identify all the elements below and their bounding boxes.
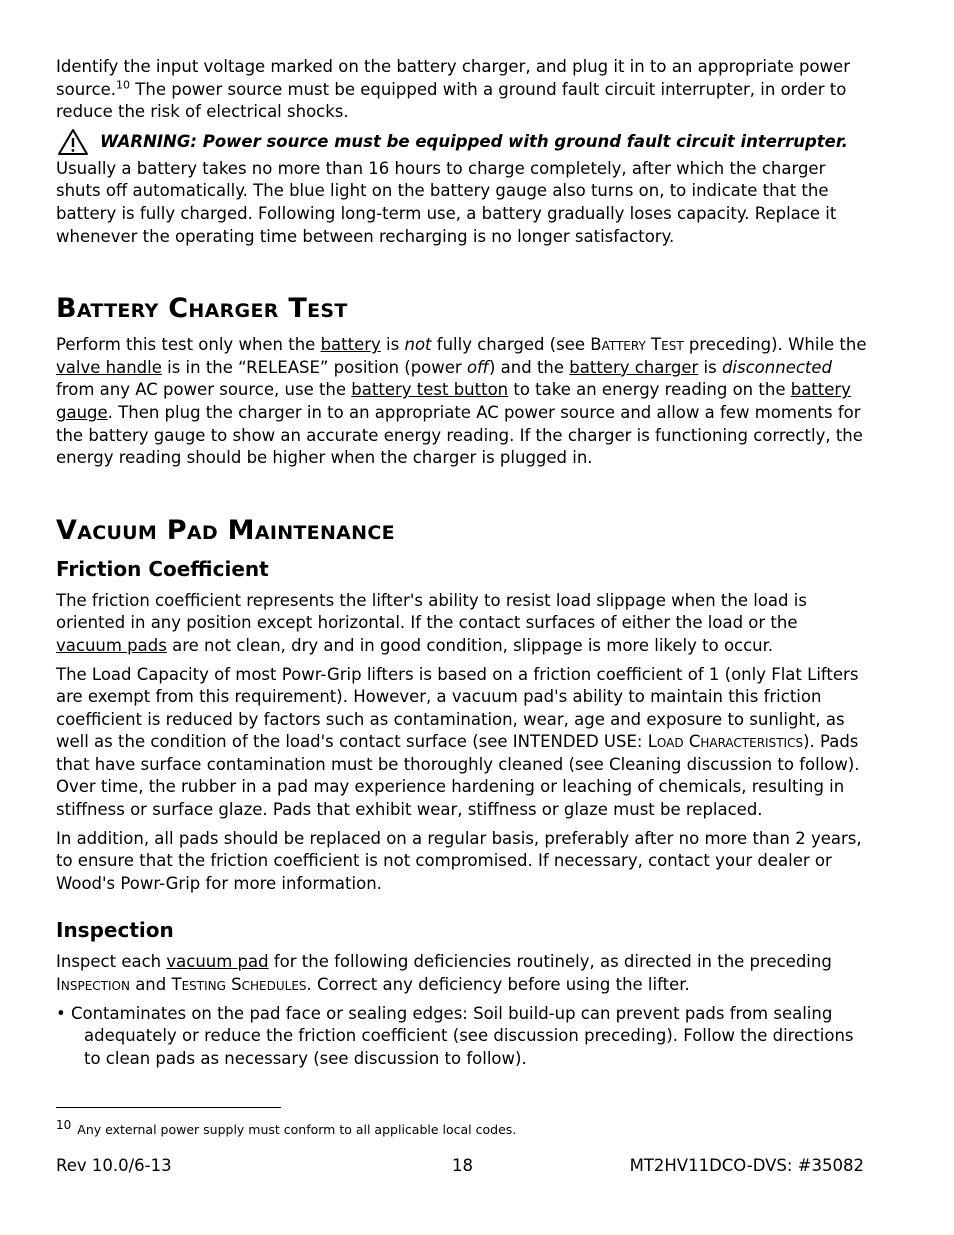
footnote	[56, 1117, 517, 1138]
text: is	[698, 357, 722, 377]
load-characteristics-reference: Load Characteristics	[647, 732, 804, 752]
emphasis-disconnected: disconnected	[721, 357, 833, 377]
battery-test-button-link[interactable]: battery test button	[351, 380, 509, 400]
footnote-number: 10	[56, 1117, 72, 1132]
text: The Load Capacity of most Powr-Grip lifters is based on a friction coefficient of 1 (only Flat Lifters are exempt from this requirement). However, a vacuum pad's ability to maintain this friction coefficient is reduced by factors such as contamination, wear, age and exposure to sunlight, as well as the condition of the load's contact surface (see INTENDED USE:	[56, 664, 859, 752]
text: and	[129, 975, 172, 995]
warning-text: WARNING: Power source must be equipped with ground fault circuit interrupter.	[100, 131, 848, 151]
text: Inspect each	[56, 952, 167, 972]
charger-test-paragraph	[56, 334, 868, 470]
emphasis-not: not	[404, 335, 432, 355]
intro-paragraph-1	[56, 56, 868, 124]
intro-paragraph-2: Usually a battery takes no more than 16 hours to charge completely, after which the charger shuts off automatically. The blue light on the battery gauge also turns on, to indicate that the battery is fully charged. Following long-term use, a battery gradually loses capacity. Replace it whenever the operating time between recharging is no longer satisfactory.	[56, 158, 837, 246]
subheading-inspection: Inspection	[56, 918, 174, 943]
footnote-reference[interactable]: 10	[116, 78, 131, 92]
text: from any AC power source, use the	[56, 380, 352, 400]
section-heading-vacuum-pad-maintenance: Vacuum Pad Maintenance	[56, 514, 395, 546]
battery-charger-link[interactable]: battery charger	[569, 357, 699, 377]
page-footer	[56, 1156, 864, 1180]
text: are not clean, dry and in good condition, slippage is more likely to occur.	[166, 635, 774, 655]
friction-paragraph-3: In addition, all pads should be replaced on a regular basis, preferably after no more than 2 years, to ensure that the friction coefficient is not compromised. If necessary, contact your dealer or Wood's Powr-Grip for more information.	[56, 828, 862, 893]
warning-notice	[56, 128, 868, 156]
vacuum-pads-link[interactable]: vacuum pads	[56, 635, 167, 655]
page-content	[56, 56, 868, 1070]
text: ) and the	[488, 357, 570, 377]
intro-text-cont: The power source must be equipped with a ground fault circuit interrupter, in order to reduce the risk of electrical shocks.	[56, 79, 847, 122]
emphasis-off: off	[466, 357, 489, 377]
footnote-divider	[56, 1107, 281, 1108]
text: is	[380, 335, 405, 355]
vacuum-pad-link[interactable]: vacuum pad	[166, 952, 269, 972]
friction-paragraph-1	[56, 590, 868, 658]
footer-document-id: MT2HV11DCO-DVS: #35082	[629, 1156, 864, 1175]
inspection-reference: Inspection	[56, 975, 130, 995]
footer-page-number: 18	[452, 1156, 473, 1175]
friction-paragraph-2	[56, 664, 868, 822]
text: preceding). While the	[683, 335, 867, 355]
text: is in the “RELEASE” position (power	[161, 357, 467, 377]
list-item: • Contaminates on the pad face or sealing edges: Soil build-up can prevent pads from sealing adequately or reduce the friction coefficient (see discussion preceding). Follow the directions to clean pads as necessary (see discussion to follow).	[56, 1003, 854, 1068]
text: fully charged (see	[431, 335, 591, 355]
text: . Then plug the charger in to an appropriate AC power source and allow a few moments for the battery gauge to show an accurate energy reading. If the charger is functioning correctly, the energy reading should be higher when the charger is plugged in.	[56, 402, 863, 468]
footnote-text: Any external power supply must conform to all applicable local codes.	[77, 1122, 517, 1137]
text: . Correct any deficiency before using the lifter.	[306, 975, 690, 995]
valve-handle-link[interactable]: valve handle	[56, 357, 162, 377]
battery-test-reference: Battery Test	[590, 335, 684, 355]
testing-schedules-reference: Testing Schedules	[171, 975, 307, 995]
battery-link[interactable]: battery	[320, 335, 381, 355]
subheading-friction-coefficient: Friction Coefficient	[56, 556, 269, 581]
text: to take an energy reading on the	[508, 380, 791, 400]
intro-text: Identify the input voltage marked on the battery charger, and plug it in to an appropriate power source.	[56, 57, 850, 99]
text: Perform this test only when the	[56, 335, 321, 355]
text: for the following deficiencies routinely, as directed in the preceding	[268, 952, 832, 972]
inspection-paragraph	[56, 951, 868, 996]
battery-gauge-link[interactable]: battery gauge	[56, 380, 851, 422]
footer-revision: Rev 10.0/6-13	[56, 1156, 172, 1175]
section-heading-battery-charger-test: Battery Charger Test	[56, 293, 348, 325]
text: ). Pads that have surface contamination must be thoroughly cleaned (see Cleaning discussion to follow). Over time, the rubber in a pad may experience hardening or leaching of chemicals, resulting in stiffness or surface glaze. Pads that exhibit wear, stiffness or glaze must be replaced.	[56, 732, 860, 820]
warning-triangle-icon	[56, 128, 92, 156]
text: The friction coefficient represents the lifter's ability to resist load slippage when the load is oriented in any position except horizontal. If the contact surfaces of either the load or the	[56, 590, 807, 633]
